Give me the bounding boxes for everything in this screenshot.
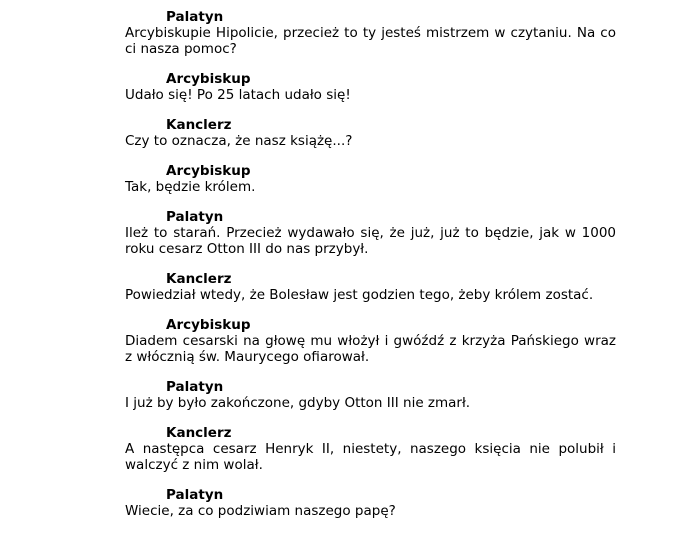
dialogue-entry — [125, 425, 616, 473]
dialogue-entry — [125, 317, 616, 365]
speaker-name: Arcybiskup — [166, 317, 251, 333]
dialogue-line: Powiedział wtedy, że Bolesław jest godzien tego, żeby królem zostać. — [125, 287, 594, 303]
dialogue-line: Czy to oznacza, że nasz książę...? — [125, 133, 353, 149]
speaker-name: Kanclerz — [166, 425, 232, 441]
speaker-name: Palatyn — [166, 9, 224, 25]
dialogue-entry — [125, 163, 616, 195]
script-page — [125, 9, 616, 533]
dialogue-line: Arcybiskupie Hipolicie, przecież to ty jesteś mistrzem w czytaniu. Na co ci nasza pomoc? — [125, 25, 616, 57]
dialogue-entry — [125, 209, 616, 257]
speaker-name: Kanclerz — [166, 271, 232, 287]
dialogue-line: Tak, będzie królem. — [125, 179, 256, 195]
dialogue-entry — [125, 487, 616, 519]
speaker-name: Arcybiskup — [166, 163, 251, 179]
dialogue-line: Wiecie, za co podziwiam naszego papę? — [125, 503, 396, 519]
dialogue-entry — [125, 271, 616, 303]
dialogue-line: Ileż to starań. Przecież wydawało się, że już, już to będzie, jak w 1000 roku cesarz Otton III do nas przybył. — [125, 225, 616, 257]
dialogue-entry — [125, 117, 616, 149]
dialogue-line: Udało się! Po 25 latach udało się! — [125, 87, 351, 103]
speaker-name: Kanclerz — [166, 117, 232, 133]
dialogue-entry — [125, 379, 616, 411]
speaker-name: Arcybiskup — [166, 71, 251, 87]
dialogue-entry — [125, 71, 616, 103]
dialogue-line: A następca cesarz Henryk II, niestety, naszego księcia nie polubił i walczyć z nim wolał. — [125, 441, 616, 473]
dialogue-entry — [125, 9, 616, 57]
dialogue-line: Diadem cesarski na głowę mu włożył i gwóźdź z krzyża Pańskiego wraz z włócznią św. Maurycego ofiarował. — [125, 333, 616, 365]
dialogue-line: I już by było zakończone, gdyby Otton III nie zmarł. — [125, 395, 471, 411]
speaker-name: Palatyn — [166, 379, 224, 395]
speaker-name: Palatyn — [166, 487, 224, 503]
speaker-name: Palatyn — [166, 209, 224, 225]
